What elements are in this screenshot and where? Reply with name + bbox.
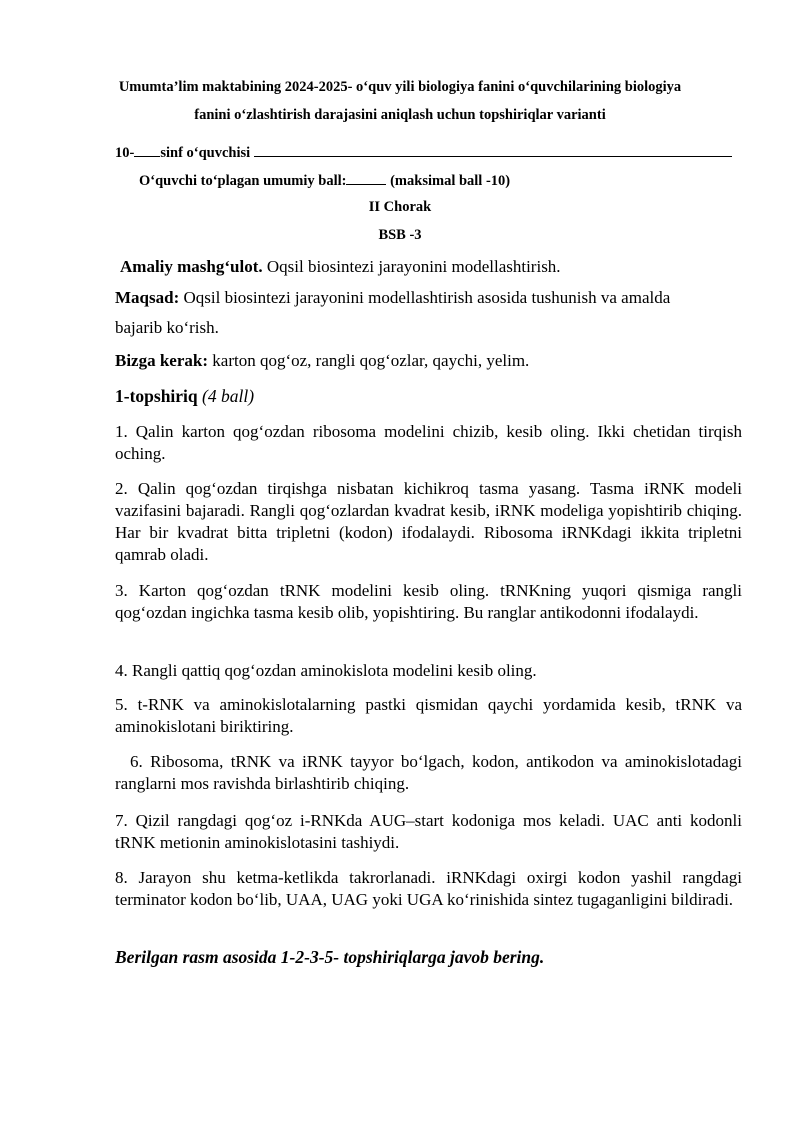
footer-instruction: Berilgan rasm asosida 1-2-3-5- topshiriqlarga javob bering. xyxy=(115,947,545,967)
class-number-blank[interactable] xyxy=(134,144,160,157)
bsb-label: BSB -3 xyxy=(378,227,422,243)
score-blank[interactable] xyxy=(346,172,386,185)
goal-text: Oqsil biosintezi jarayonini modellashtirish asosida tushunish va amalda xyxy=(179,288,671,307)
assignment-heading xyxy=(115,381,742,411)
quarter-label: II Chorak xyxy=(368,199,432,215)
practical-text: Oqsil biosintezi jarayonini modellashtirish. xyxy=(262,257,561,276)
class-suffix: sinf o‘quvchisi xyxy=(160,145,251,161)
assignment-title: 1-topshiriq xyxy=(115,386,198,406)
task-item-3: 3. Karton qog‘ozdan tRNK modelini kesib oling. tRNKning yuqori qismiga rangli qog‘ozdan ingichka tasma kesib olib, yopishtiring. Bu ranglar antikodonni ifodalaydi. xyxy=(115,581,742,622)
practical-label: Amaliy mashg‘ulot. xyxy=(120,257,263,276)
max-score: (maksimal ball -10) xyxy=(390,173,511,189)
task-item-8: 8. Jarayon shu ketma-ketlikda takrorlanadi. iRNKdagi oxirgi kodon yashil rangdagi terminator kodon bo‘lib, UAA, UAG yoki UGA ko‘rinishida sintez tugaganligini bildiradi. xyxy=(115,868,742,909)
practical-line xyxy=(120,252,747,282)
task-item-7: 7. Qizil rangdagi qog‘oz i-RNKda AUG–start kodoniga mos keladi. UAC anti kodonli tRNK metionin aminokislotasini tashiydi. xyxy=(115,811,742,852)
score-line xyxy=(139,172,510,190)
score-label: O‘quvchi to‘plagan umumiy ball: xyxy=(139,173,347,189)
assignment-points: (4 ball) xyxy=(202,386,255,406)
goal-label: Maqsad: xyxy=(115,288,180,307)
task-item-6: 6. Ribosoma, tRNK va iRNK tayyor bo‘lgach, kodon, antikodon va aminokislotadagi ranglarni mos ravishda birlashtirib chiqing. xyxy=(115,752,742,793)
goal-line-2: bajarib ko‘rish. xyxy=(115,318,219,337)
task-item-2: 2. Qalin qog‘ozdan tirqishga nisbatan kichikroq tasma yasang. Tasma iRNK modeli vazifasini bajaradi. Rangli qog‘ozlardan kvadrat kesib, iRNK modeliga yopishtirib chiqing. Har bir kvadrat bitta tripletni (kodon) ifodalaydi. Ribosoma iRNKdagi ikkita tripletni qamrab oladi. xyxy=(115,479,742,564)
materials-label: Bizga kerak: xyxy=(115,351,209,370)
task-item-1: 1. Qalin karton qog‘ozdan ribosoma modelini chizib, kesib oling. Ikki chetidan tirqish oching. xyxy=(115,422,742,463)
title-line-1: Umumta’lim maktabining 2024-2025- o‘quv yili biologiya fanini o‘quvchilarining biologiya xyxy=(118,79,682,95)
goal-line-1 xyxy=(115,283,742,313)
student-name-blank[interactable] xyxy=(254,143,732,157)
title-line-2: fanini o‘zlashtirish darajasini aniqlash uchun topshiriqlar varianti xyxy=(194,107,606,123)
class-prefix: 10- xyxy=(115,145,135,161)
student-class-line xyxy=(115,143,732,162)
materials-line xyxy=(115,346,742,376)
materials-text: karton qog‘oz, rangli qog‘ozlar, qaychi, yelim. xyxy=(208,351,530,370)
task-item-4: 4. Rangli qattiq qog‘ozdan aminokislota modelini kesib oling. xyxy=(115,661,537,680)
task-item-5: 5. t-RNK va aminokislotalarning pastki qismidan qaychi yordamida kesib, tRNK va aminokislotani biriktiring. xyxy=(115,695,742,736)
